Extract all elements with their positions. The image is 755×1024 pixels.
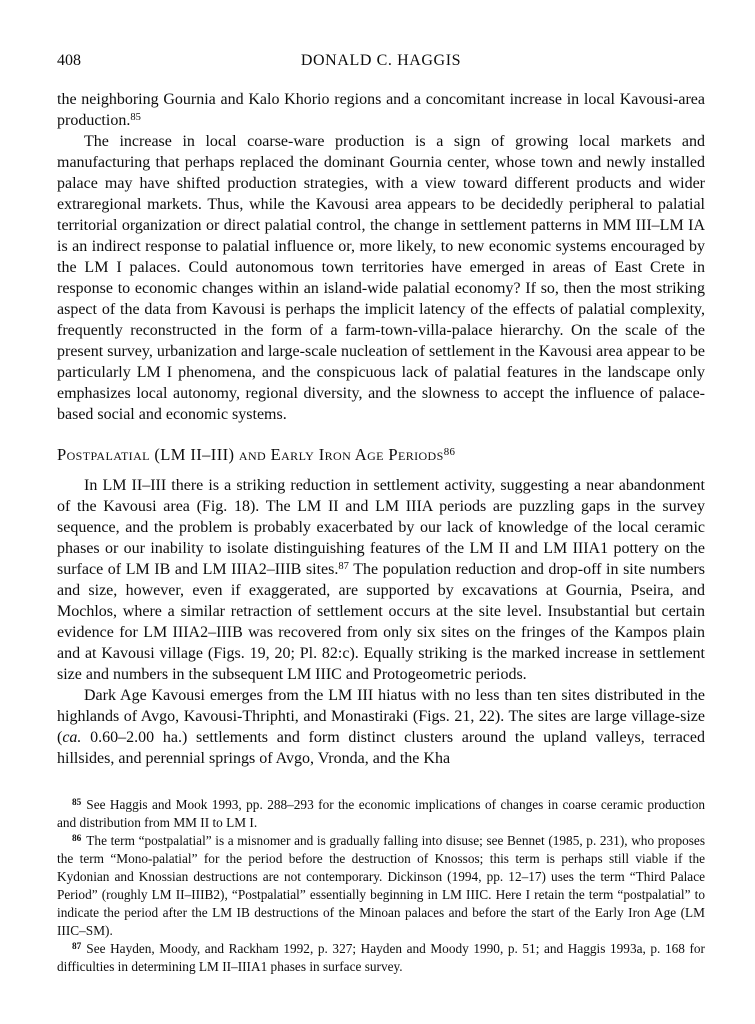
paragraph-text: In LM II–III there is a striking reduction in settlement activity, suggesting a near abandonment of the Kavousi area (Fig. 18). The LM II and LM IIIA periods are puzzling gaps in the survey sequence, and the problem is probably exacerbated by our lack of knowledge of the local ceramic phases or our inability to isolate distinguishing features of the LM II and LM IIIA1 pottery on the surface of LM IB and LM IIIA2–IIIB sites.	[57, 477, 705, 578]
footnote-ref-86: 86	[443, 445, 456, 458]
article-body	[57, 89, 705, 769]
footnote-number: 86	[72, 833, 82, 844]
footnote-number: 85	[72, 797, 82, 808]
paragraph-text: The population reduction and drop-off in site numbers and size, however, even if exaggerated, are supported by excavations at Gournia, Pseira, and Mochlos, where a similar retraction of settlement occurs at the site level. Insubstantial but certain evidence for LM IIIA2–IIIB was recovered from only six sites on the fringes of the Kampos plain and at Kavousi village (Figs. 19, 20; Pl. 82:c). Equally striking is the marked increase in settlement size and numbers in the subsequent LM IIIC and Protogeometric periods.	[57, 561, 705, 683]
footnotes-section	[57, 796, 705, 976]
paragraph-text: The increase in local coarse-ware production is a sign of growing local markets and manufacturing that perhaps replaced the dominant Gournia center, whose town and newly installed palace may have shifted production strategies, with a view toward different products and wider extraregional markets. Thus, while the Kavousi area appears to be decidedly peripheral to palatial territorial organization or direct palatial control, the change in settlement patterns in MM III–LM IA is an indirect response to palatial influence or, more likely, to new economic systems encouraged by the LM I palaces. Could autonomous town territories have emerged in areas of East Crete in response to economic changes within an island-wide palatial economy? If so, then the most striking aspect of the data from Kavousi is perhaps the implicit latency of the effects of palatial complexity, frequently reconstructed in the form of a farm-town-villa-palace hierarchy. On the scale of the present survey, urbanization and large-scale nucleation of settlement in the Kavousi area appear to be particularly LM I phenomena, and the conspicuous lack of palatial features in the landscape only emphasizes local autonomy, regional diversity, and the slowness to accept the influence of palace-based social and economic systems.	[57, 133, 705, 423]
section-heading-text: Postpalatial (LM II–III) and Early Iron Age Periods	[57, 445, 444, 464]
paragraph-text: Dark Age Kavousi emerges from the LM III hiatus with no less than ten sites distributed in the highlands of Avgo, Kavousi-Thriphti, and Monastiraki (Figs. 21, 22). The sites are large village-size (	[57, 687, 705, 746]
latin-abbreviation: ca.	[62, 729, 82, 746]
footnote-text: The term “postpalatial” is a misnomer and is gradually falling into disuse; see Bennet (1985, p. 231), who proposes the term “Mono-palatial” for the period before the destruction of Knossos; this term is perhaps still viable if the Kydonian and Knossian destructions are not contemporary. Dickinson (1994, pp. 12–17) uses the term “Third Palace Period” (roughly LM II–IIIB2), “Postpalatial” essentially beginning in LM IIIC. Here I retain the term “postpalatial” to indicate the period after the LM IB destructions of the Minoan palaces and before the start of the Early Iron Age (LM IIIC–SM).	[57, 833, 705, 938]
section-heading	[57, 444, 705, 466]
paragraph	[57, 685, 705, 769]
paragraph	[57, 131, 705, 425]
footnote-87	[57, 940, 705, 976]
footnote-ref-85: 85	[130, 111, 141, 123]
running-head-author: DONALD C. HAGGIS	[300, 52, 462, 69]
footnote-number: 87	[72, 941, 82, 952]
paragraph-continuation	[57, 89, 705, 131]
paragraph-text: 0.60–2.00 ha.) settlements and form distinct clusters around the upland valleys, terraced hillsides, and perennial springs of Avgo, Vronda, and the Kha	[57, 729, 705, 767]
footnote-text: See Hayden, Moody, and Rackham 1992, p. 327; Hayden and Moody 1990, p. 51; and Haggis 1993a, p. 168 for difficulties in determining LM II–IIIA1 phases in surface survey.	[57, 941, 705, 974]
page-number: 408	[57, 52, 81, 69]
paragraph-text: the neighboring Gournia and Kalo Khorio regions and a concomitant increase in local Kavousi-area production.	[57, 91, 705, 129]
running-header	[57, 52, 705, 72]
footnote-85	[57, 796, 705, 832]
page-content	[57, 52, 705, 976]
footnote-text: See Haggis and Mook 1993, pp. 288–293 for the economic implications of changes in coarse ceramic production and distribution from MM II to LM I.	[57, 797, 705, 830]
paragraph	[57, 475, 705, 685]
footnote-86	[57, 832, 705, 940]
footnote-ref-87: 87	[338, 560, 349, 572]
